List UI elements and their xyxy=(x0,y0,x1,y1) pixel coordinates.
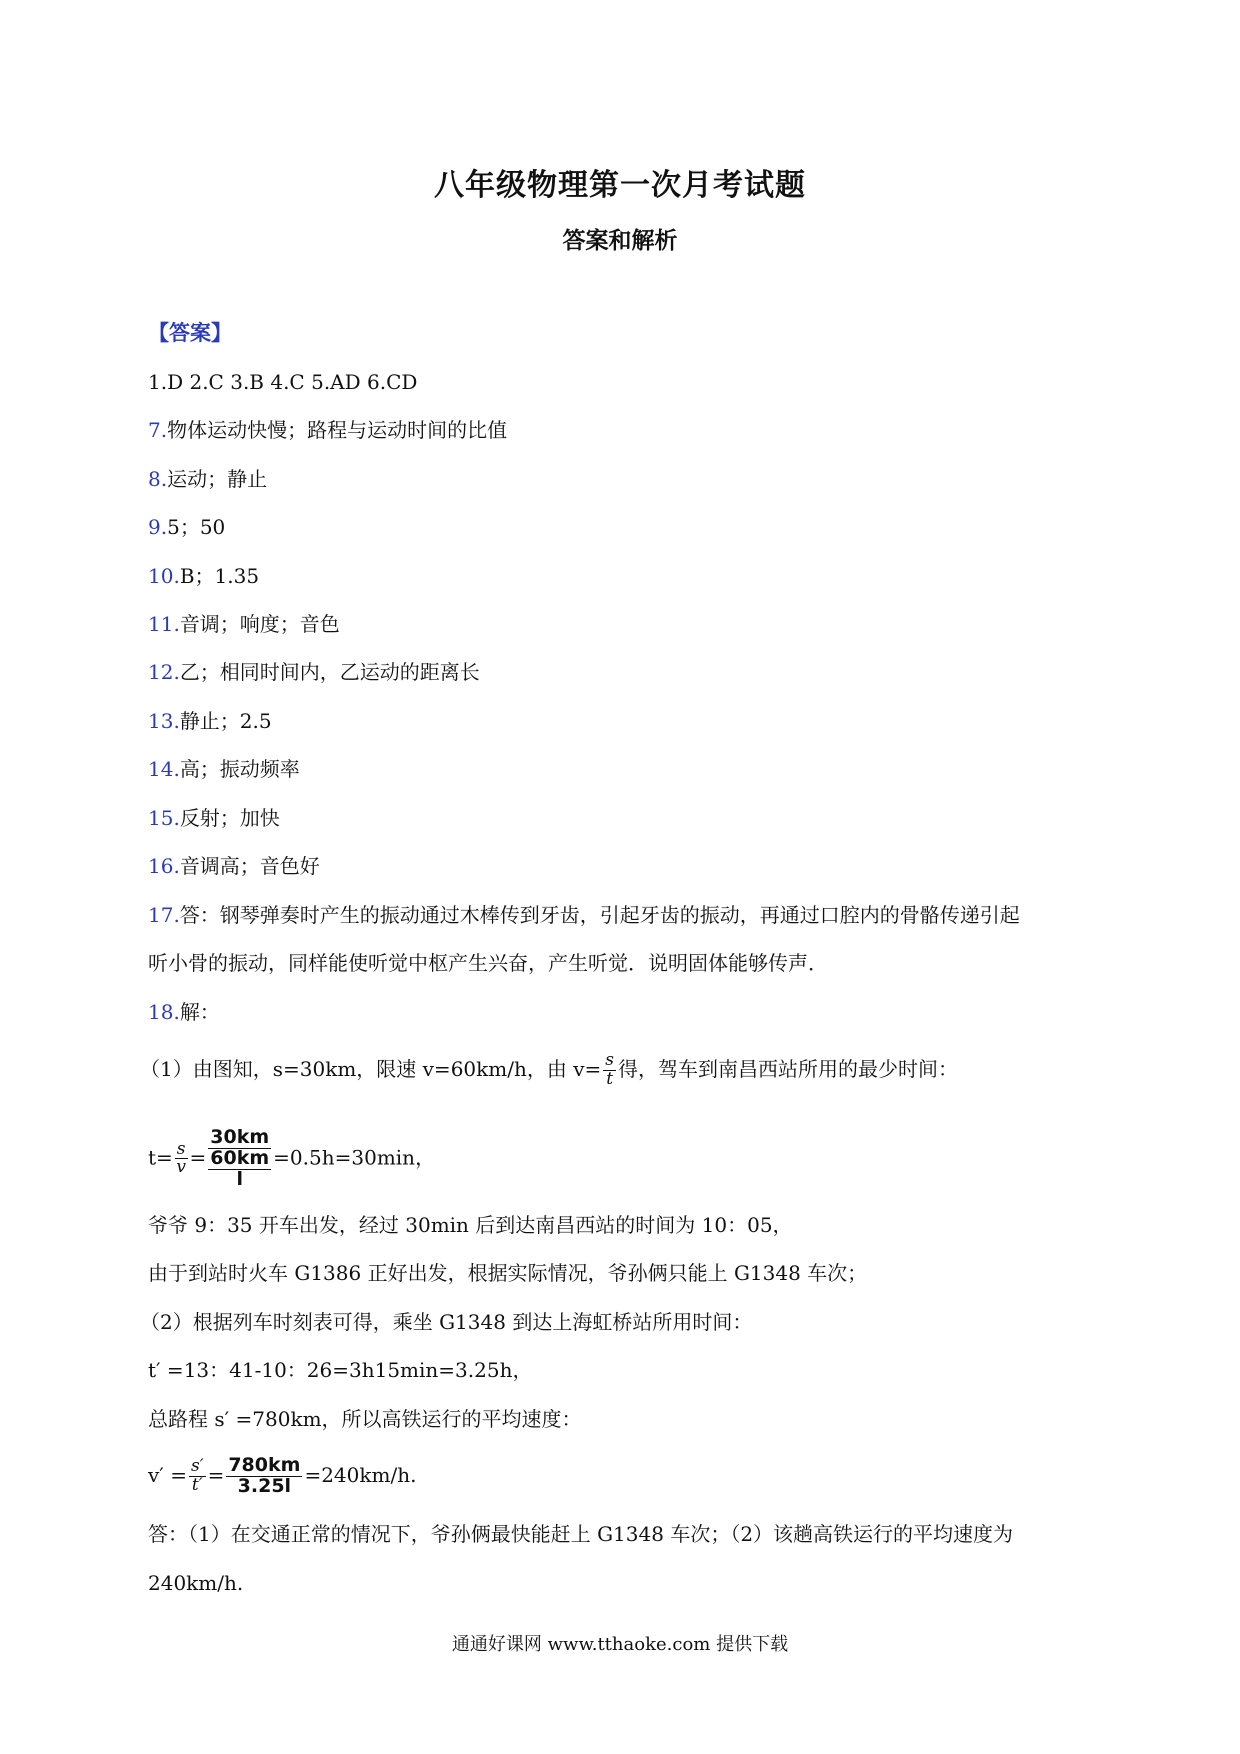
item-text: 物体运动快慢；路程与运动时间的比值 xyxy=(167,418,508,442)
denominator-unit: l xyxy=(236,1167,243,1190)
fraction-s-over-t xyxy=(603,1052,616,1089)
numerator: 30km xyxy=(210,1126,270,1148)
item-number: 11. xyxy=(148,612,180,636)
item-number: 17. xyxy=(148,903,180,927)
denominator: 60km xyxy=(210,1146,270,1169)
item-text: 音调；响度；音色 xyxy=(179,612,340,636)
solution-line-6: t′ =13：41-10：26=3h15min=3.25h， xyxy=(148,1358,533,1382)
item-text: 乙；相同时间内，乙运动的距离长 xyxy=(179,660,480,684)
answer-item-17-line2: 听小骨的振动，同样能使听觉中枢产生兴奋，产生听觉．说明固体能够传声． xyxy=(148,951,828,975)
equation-text: = xyxy=(207,1462,225,1487)
numerator: s xyxy=(605,1050,614,1070)
fraction-780km-over-3-25h xyxy=(226,1456,302,1497)
answer-item-14 xyxy=(148,756,300,782)
numerator: 780km xyxy=(228,1454,301,1476)
equation-text: =0.5h=30min， xyxy=(273,1145,436,1170)
fraction-30km-over-60km xyxy=(208,1128,271,1190)
page-footer: 通通好课网 www.tthaoke.com 提供下载 xyxy=(451,1634,789,1655)
numerator: s xyxy=(176,1138,186,1159)
numerator: s′ xyxy=(190,1456,204,1477)
answer-item-12 xyxy=(148,659,480,685)
answer-item-11 xyxy=(148,611,340,637)
answer-item-16 xyxy=(148,853,320,879)
item-text: 解： xyxy=(179,1000,220,1024)
item-number: 16. xyxy=(148,854,180,878)
fraction-s-over-t-prime xyxy=(189,1458,206,1495)
item-text: 答：钢琴弹奏时产生的振动通过木棒传到牙齿，引起牙齿的振动，再通过口腔内的骨骼传递引起 xyxy=(179,903,1020,927)
item-text: 5；50 xyxy=(167,515,226,539)
fraction-s-over-v xyxy=(175,1138,188,1178)
denominator: v xyxy=(176,1157,186,1178)
answer-item-15 xyxy=(148,805,280,831)
item-number: 13. xyxy=(148,709,180,733)
answer-item-10 xyxy=(148,563,259,589)
item-number: 8. xyxy=(148,467,168,491)
choice-answers: 1.D 2.C 3.B 4.C 5.AD 6.CD xyxy=(148,370,418,394)
item-text: 音调高；音色好 xyxy=(179,854,320,878)
answer-item-17-line1 xyxy=(148,902,1020,928)
final-answer-line2: 240km/h. xyxy=(148,1571,244,1595)
page-title: 八年级物理第一次月考试题 xyxy=(434,168,806,203)
item-number: 15. xyxy=(148,806,180,830)
solution-line-5: （2）根据列车时刻表可得，乘坐 G1348 到达上海虹桥站所用时间： xyxy=(140,1310,753,1334)
item-text: 运动；静止 xyxy=(167,467,268,491)
item-number: 18. xyxy=(148,1000,180,1024)
solution-equation-speed xyxy=(148,1456,416,1497)
item-number: 14. xyxy=(148,757,180,781)
solution-part1-line xyxy=(140,1052,958,1089)
answer-heading: 【答案】 xyxy=(148,320,232,345)
equation-text: = xyxy=(189,1145,207,1170)
item-number: 10. xyxy=(148,564,180,588)
solution-text: （1）由图知，s=30km，限速 v=60km/h，由 v= xyxy=(140,1056,602,1081)
item-number: 7. xyxy=(148,418,168,442)
solution-line-3: 爷爷 9：35 开车出发，经过 30min 后到达南昌西站的时间为 10：05， xyxy=(148,1213,793,1237)
denominator: 3.25l xyxy=(237,1474,292,1497)
answer-item-13 xyxy=(148,708,272,734)
item-text: 高；振动频率 xyxy=(179,757,300,781)
answer-item-8 xyxy=(148,466,267,492)
item-number: 9. xyxy=(148,515,168,539)
solution-line-4: 由于到站时火车 G1386 正好出发，根据实际情况，爷孙俩只能上 G1348 车次； xyxy=(148,1261,868,1285)
equation-text: t= xyxy=(148,1145,173,1170)
answer-item-9 xyxy=(148,514,225,540)
equation-text: =240km/h. xyxy=(304,1462,417,1487)
equation-text: v′ = xyxy=(148,1462,187,1487)
page-subtitle: 答案和解析 xyxy=(562,227,678,254)
denominator: t xyxy=(606,1068,614,1089)
final-answer-line1: 答：（1）在交通正常的情况下，爷孙俩最快能赶上 G1348 车次；（2）该趟高铁运行的平均速度为 xyxy=(148,1522,1014,1546)
solution-equation-time xyxy=(148,1128,435,1190)
answer-item-18-head xyxy=(148,999,220,1025)
item-text: 静止；2.5 xyxy=(179,709,272,733)
answer-item-7 xyxy=(148,417,507,443)
solution-line-7: 总路程 s′ =780km，所以高铁运行的平均速度： xyxy=(148,1407,582,1431)
item-text: B；1.35 xyxy=(179,564,260,588)
solution-text: 得，驾车到南昌西站所用的最少时间： xyxy=(618,1056,958,1081)
denominator: t′ xyxy=(191,1474,203,1495)
item-number: 12. xyxy=(148,660,180,684)
item-text: 反射；加快 xyxy=(179,806,280,830)
